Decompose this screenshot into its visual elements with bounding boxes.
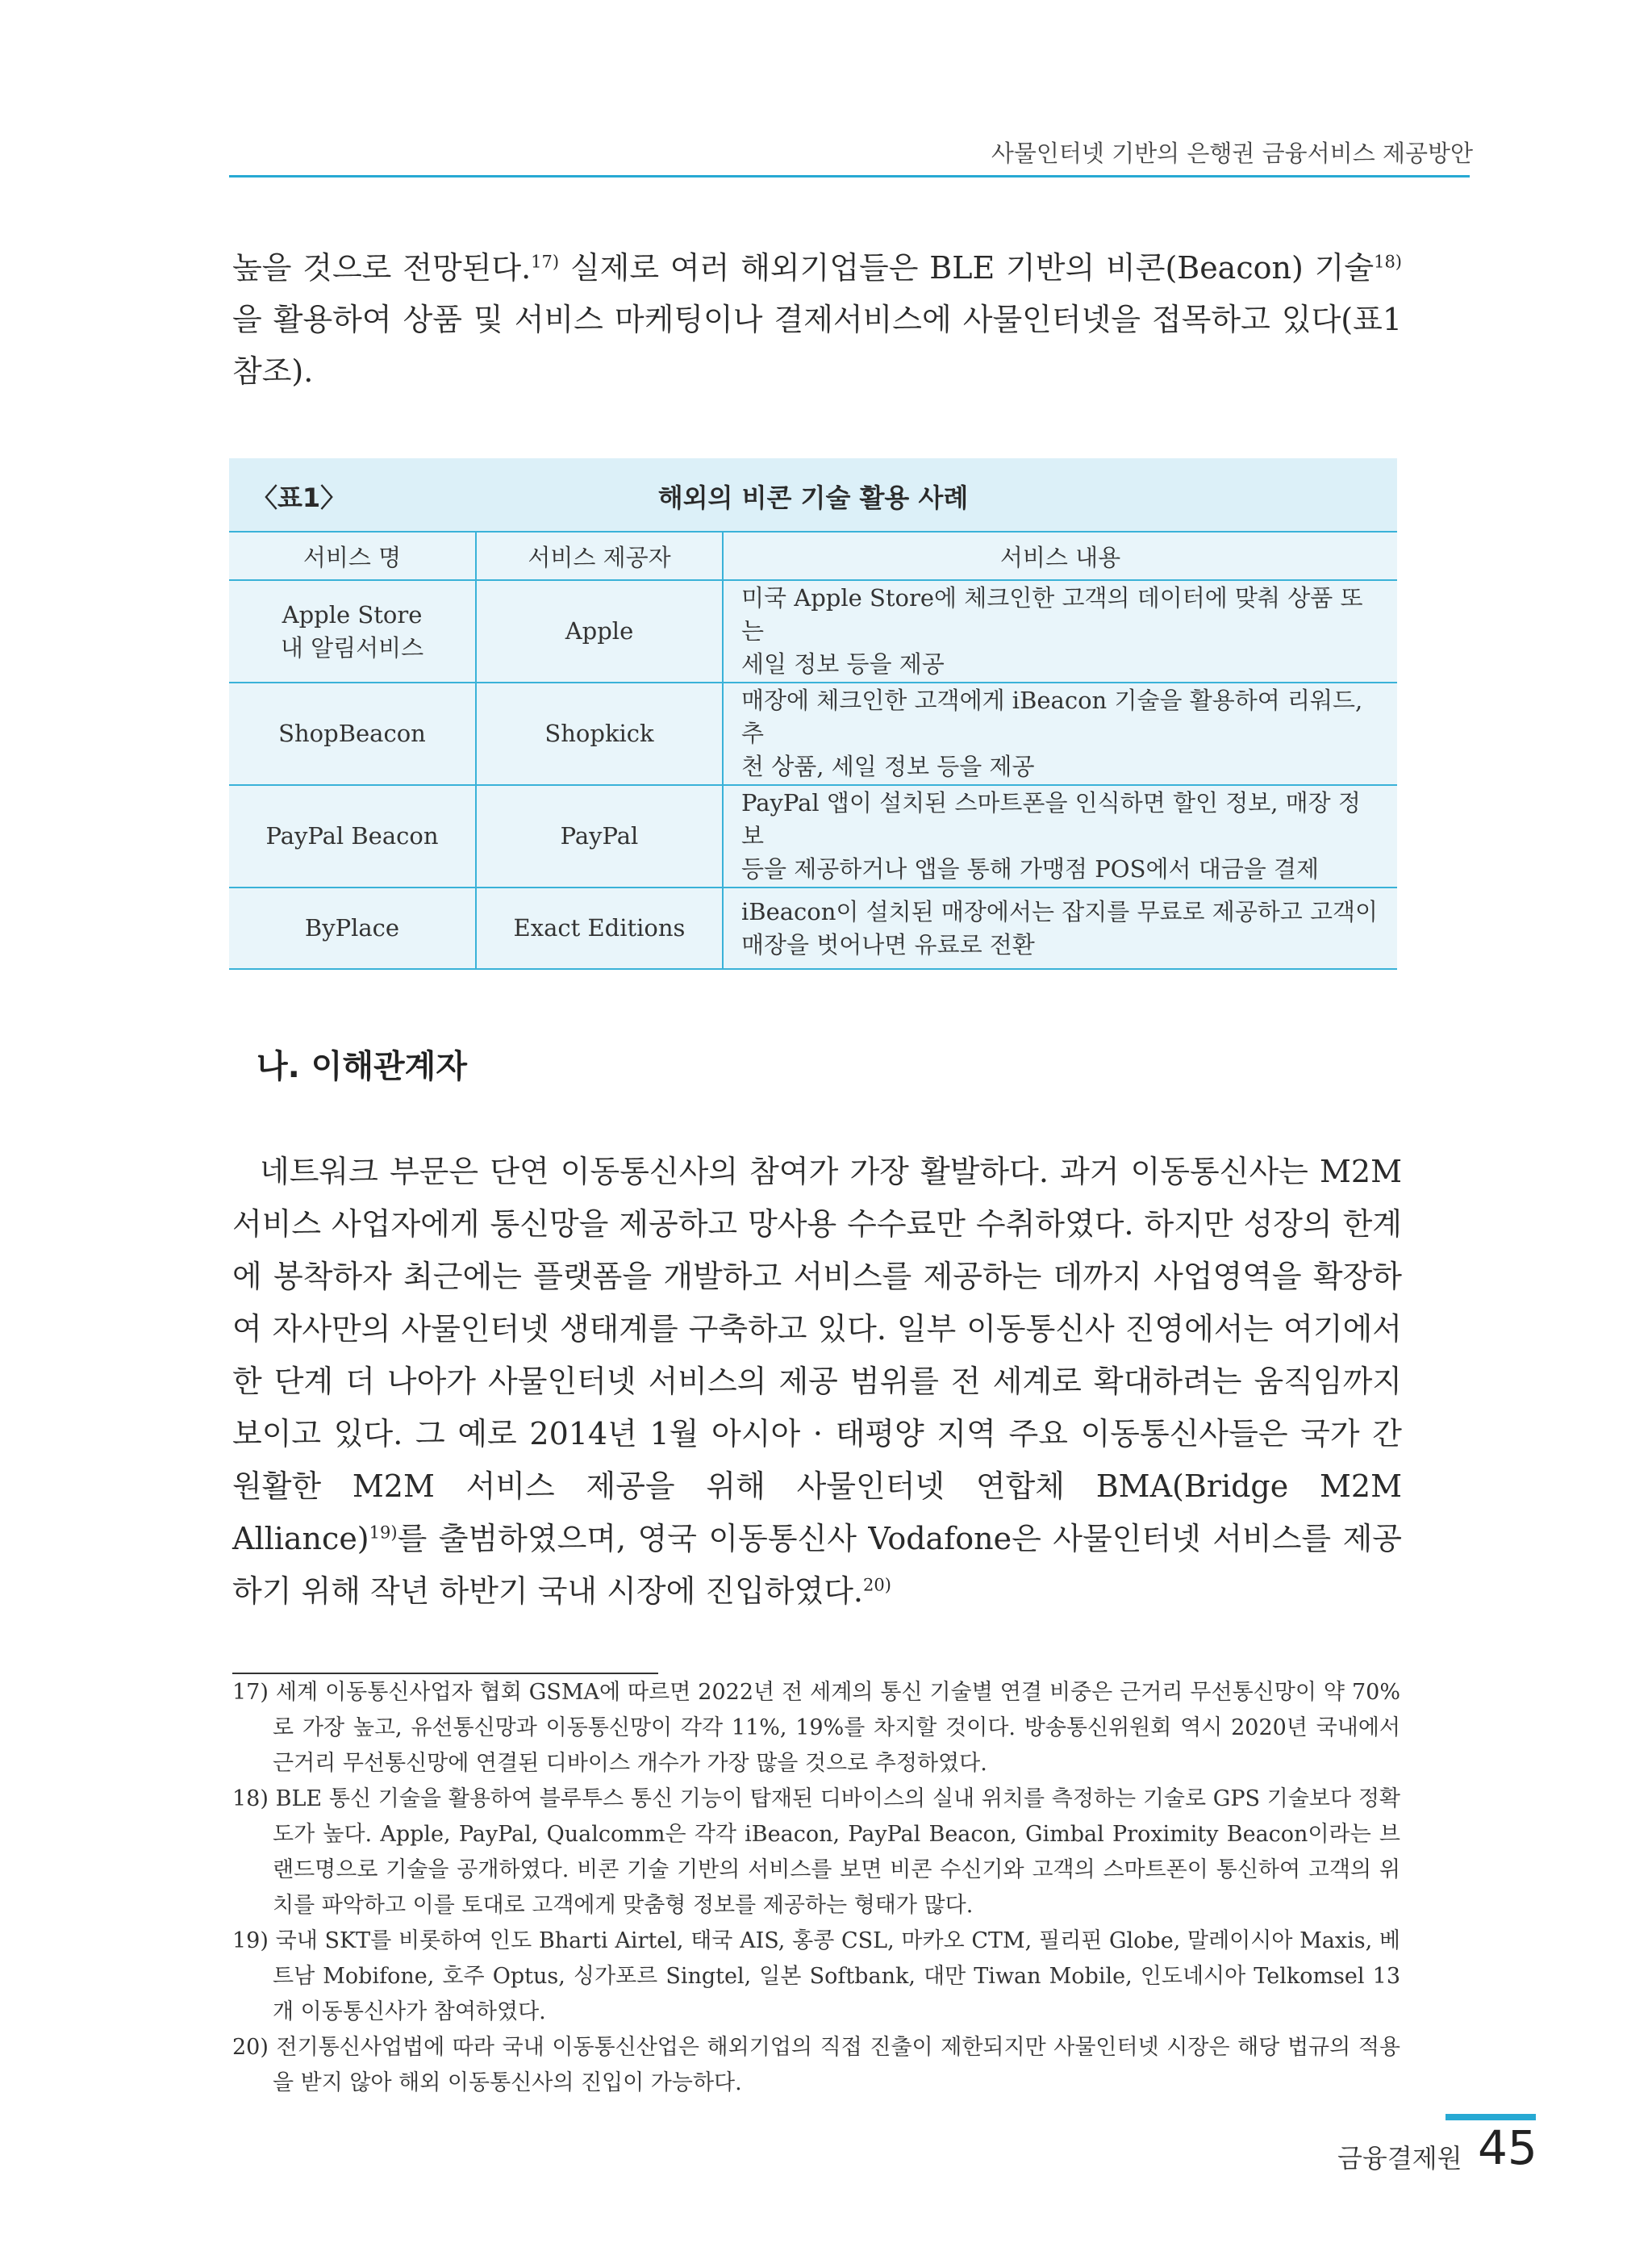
column-header-description: 서비스 내용 — [723, 533, 1397, 580]
table-label: 〈표1〉 — [252, 482, 347, 513]
description-cell — [723, 580, 1397, 683]
footnote-ref-19[interactable]: 19) — [369, 1522, 398, 1543]
service-name-cell: PayPal Beacon — [229, 785, 476, 888]
body-text-2: 를 출범하였으며, 영국 이동통신사 Vodafone은 사물인터넷 서비스를 제공하기 위해 작년 하반기 국내 시장에 진입하였다. — [232, 1521, 1402, 1609]
running-header: 사물인터넷 기반의 은행권 금융서비스 제공방안 — [991, 140, 1473, 167]
footer-accent-bar — [1446, 2114, 1536, 2120]
provider-cell: Exact Editions — [476, 888, 723, 969]
footnote-number: 18) — [232, 1786, 269, 1811]
description-line2: 세일 정보 등을 제공 — [741, 650, 945, 678]
footnote-20 — [232, 2030, 1400, 2101]
description-line2: 천 상품, 세일 정보 등을 제공 — [741, 753, 1035, 780]
intro-text-1: 높을 것으로 전망된다. — [232, 250, 532, 286]
footnote-18 — [232, 1781, 1400, 1923]
table-header-row — [229, 533, 1397, 580]
publisher-name: 금융결제원 — [1337, 2143, 1462, 2174]
intro-text-2: 실제로 여러 해외기업들은 BLE 기반의 비콘(Beacon) 기술 — [559, 250, 1375, 286]
table-row — [229, 683, 1397, 785]
footnote-19 — [232, 1923, 1400, 2030]
description-line1: 미국 Apple Store에 체크인한 고객의 데이터에 맞춰 상품 또는 — [741, 584, 1363, 645]
provider-cell: PayPal — [476, 785, 723, 888]
intro-paragraph — [232, 242, 1402, 397]
intro-text-3: 을 활용하여 상품 및 서비스 마케팅이나 결제서비스에 사물인터넷을 접목하고 있다(표1 참조). — [232, 302, 1402, 389]
footnote-text: 세계 이동통신사업자 협회 GSMA에 따르면 2022년 전 세계의 통신 기술별 연결 비중은 근거리 무선통신망이 약 70%로 가장 높고, 유선통신망과 이동통신망이 각각 11%, 19%를 차지할 것이다. 방송통신위원회 역시 2020년 국내에서 근거리 무선통신망에 연결된 디바이스 개수가 가장 많을 것으로 추정하였다. — [273, 1680, 1400, 1776]
footnote-text: 전기통신사업법에 따라 국내 이동통신산업은 해외기업의 직접 진출이 제한되지만 사물인터넷 시장은 해당 법규의 적용을 받지 않아 해외 이동통신사의 진입이 가능하다. — [273, 2035, 1400, 2095]
footnote-ref-20[interactable]: 20) — [863, 1575, 891, 1595]
provider-cell: Shopkick — [476, 683, 723, 785]
description-cell — [723, 785, 1397, 888]
column-header-provider: 서비스 제공자 — [476, 533, 723, 580]
footnote-17 — [232, 1675, 1400, 1781]
column-header-name: 서비스 명 — [229, 533, 476, 580]
footnote-number: 20) — [232, 2035, 269, 2060]
table-row — [229, 580, 1397, 683]
service-name-line2: 내 알림서비스 — [280, 633, 424, 662]
section-heading: 나. 이해관계자 — [257, 1048, 467, 1085]
description-cell — [723, 888, 1397, 969]
table-title: 해외의 비콘 기술 활용 사례 — [657, 482, 969, 513]
page-number: 45 — [1478, 2120, 1537, 2175]
footnote-rule — [232, 1673, 658, 1674]
description-line2: 매장을 벗어나면 유료로 전환 — [741, 930, 1035, 959]
table-row — [229, 785, 1397, 888]
description-line1: 매장에 체크인한 고객에게 iBeacon 기술을 활용하여 리워드, 추 — [741, 687, 1363, 747]
description-line2: 등을 제공하거나 앱을 통해 가맹점 POS에서 대금을 결제 — [741, 855, 1319, 883]
provider-cell: Apple — [476, 580, 723, 683]
body-paragraph — [232, 1146, 1402, 1618]
table-row — [229, 888, 1397, 969]
table-caption-row — [229, 458, 1397, 533]
footnotes — [232, 1675, 1400, 2101]
footnote-number: 17) — [232, 1680, 269, 1705]
service-name-cell: ByPlace — [229, 888, 476, 969]
header-rule — [229, 175, 1470, 178]
footnote-number: 19) — [232, 1928, 269, 1953]
footnote-text: BLE 통신 기술을 활용하여 블루투스 통신 기능이 탑재된 디바이스의 실내 위치를 측정하는 기술로 GPS 기술보다 정확도가 높다. Apple, PayPal, Qualcomm은 각각 iBeacon, PayPal Beacon, Gimbal Proximity Beacon이라는 브랜드명으로 기술을 공개하였다. 비콘 기술 기반의 서비스를 보면 비콘 수신기와 고객의 스마트폰이 통신하여 고객의 위치를 파악하고 이를 토대로 고객에게 맞춤형 정보를 제공하는 형태가 많다. — [273, 1786, 1400, 1918]
service-name-cell — [229, 580, 476, 683]
service-name-cell: ShopBeacon — [229, 683, 476, 785]
footnote-ref-18[interactable]: 18) — [1374, 252, 1402, 272]
body-text-1: 네트워크 부문은 단연 이동통신사의 참여가 가장 활발하다. 과거 이동통신사는 M2M 서비스 사업자에게 통신망을 제공하고 망사용 수수료만 수취하였다. 하지만 성장의 한계에 봉착하자 최근에는 플랫폼을 개발하고 서비스를 제공하는 데까지 사업영역을 확장하여 자사만의 사물인터넷 생태계를 구축하고 있다. 일부 이동통신사 진영에서는 여기에서 한 단계 더 나아가 사물인터넷 서비스의 제공 범위를 전 세계로 확대하려는 움직임까지 보이고 있다. 그 예로 2014년 1월 아시아 · 태평양 지역 주요 이동통신사들은 국가 간 원활한 M2M 서비스 제공을 위해 사물인터넷 연합체 BMA(Bridge M2M Alliance) — [232, 1154, 1402, 1556]
beacon-table-box — [229, 458, 1397, 959]
footnote-ref-17[interactable]: 17) — [531, 252, 560, 272]
service-name: Apple Store — [282, 600, 423, 629]
description-line1: iBeacon이 설치된 매장에서는 잡지를 무료로 제공하고 고객이 — [741, 897, 1379, 925]
description-line1: PayPal 앱이 설치된 스마트폰을 인식하면 할인 정보, 매장 정보 — [741, 789, 1361, 850]
footnote-text: 국내 SKT를 비롯하여 인도 Bharti Airtel, 태국 AIS, 홍콩 CSL, 마카오 CTM, 필리핀 Globe, 말레이시아 Maxis, 베트남 Mobifone, 호주 Optus, 싱가포르 Singtel, 일본 Softbank, 대만 Tiwan Mobile, 인도네시아 Telkomsel 13개 이동통신사가 참여하였다. — [273, 1928, 1400, 2024]
beacon-table — [229, 533, 1397, 970]
description-cell — [723, 683, 1397, 785]
